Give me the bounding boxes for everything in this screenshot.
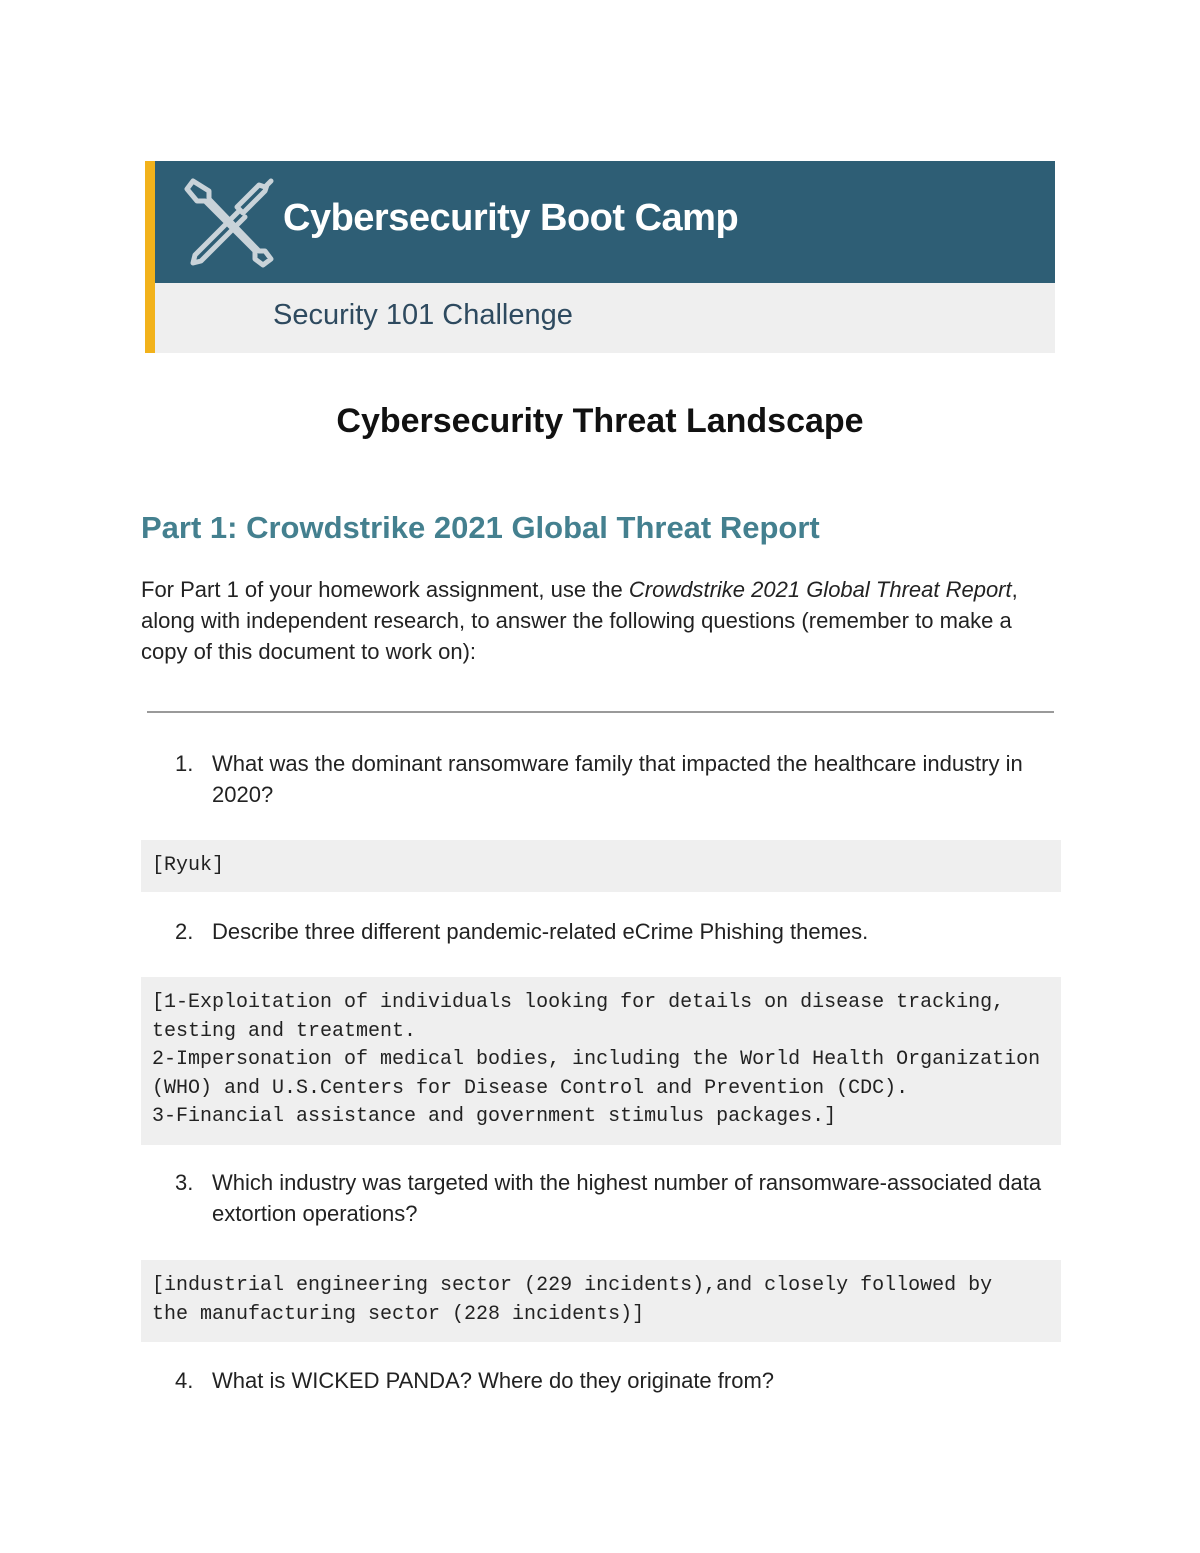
tools-icon	[181, 175, 277, 269]
question-number: 3.	[175, 1170, 194, 1195]
part1-intro	[141, 574, 1061, 667]
answer-2[interactable]: [1-Exploitation of individuals looking for details on disease tracking, testing and treatment. 2-Impersonation of medical bodies, including the World Health Organization (WHO) and U.S.Centers for Disease Control and Prevention (CDC). 3-Financial assistance and government stimulus packages.]	[141, 977, 1061, 1145]
question-text: What was the dominant ransomware family that impacted the healthcare industry in 2020?	[212, 751, 1023, 807]
horizontal-divider	[147, 711, 1054, 713]
banner	[145, 161, 1055, 353]
question-number: 1.	[175, 751, 194, 776]
answer-1[interactable]: [Ryuk]	[141, 840, 1061, 892]
intro-text-before: For Part 1 of your homework assignment, use the	[141, 577, 629, 602]
question-number: 4.	[175, 1368, 194, 1393]
document-title: Cybersecurity Threat Landscape	[336, 402, 864, 440]
intro-report-name: Crowdstrike 2021 Global Threat Report	[628, 577, 1012, 602]
intro-text-after: , along with independent research, to answer the following questions (remember to make a copy of this document to work on):	[141, 577, 1018, 664]
question-text: Which industry was targeted with the highest number of ransomware-associated data extortion operations?	[212, 1170, 1042, 1226]
part1-heading: Part 1: Crowdstrike 2021 Global Threat Report	[141, 510, 820, 545]
banner-accent-bar	[145, 161, 155, 353]
banner-title: Cybersecurity Boot Camp	[283, 197, 739, 239]
banner-header	[155, 161, 1055, 283]
question-text: What is WICKED PANDA? Where do they originate from?	[212, 1368, 775, 1393]
question-number: 2.	[175, 919, 194, 944]
banner-subtitle: Security 101 Challenge	[273, 299, 573, 331]
answer-3[interactable]: [industrial engineering sector (229 incidents),and closely followed by the manufacturing sector (228 incidents)]	[141, 1260, 1061, 1342]
question-text: Describe three different pandemic-related eCrime Phishing themes.	[212, 919, 869, 944]
